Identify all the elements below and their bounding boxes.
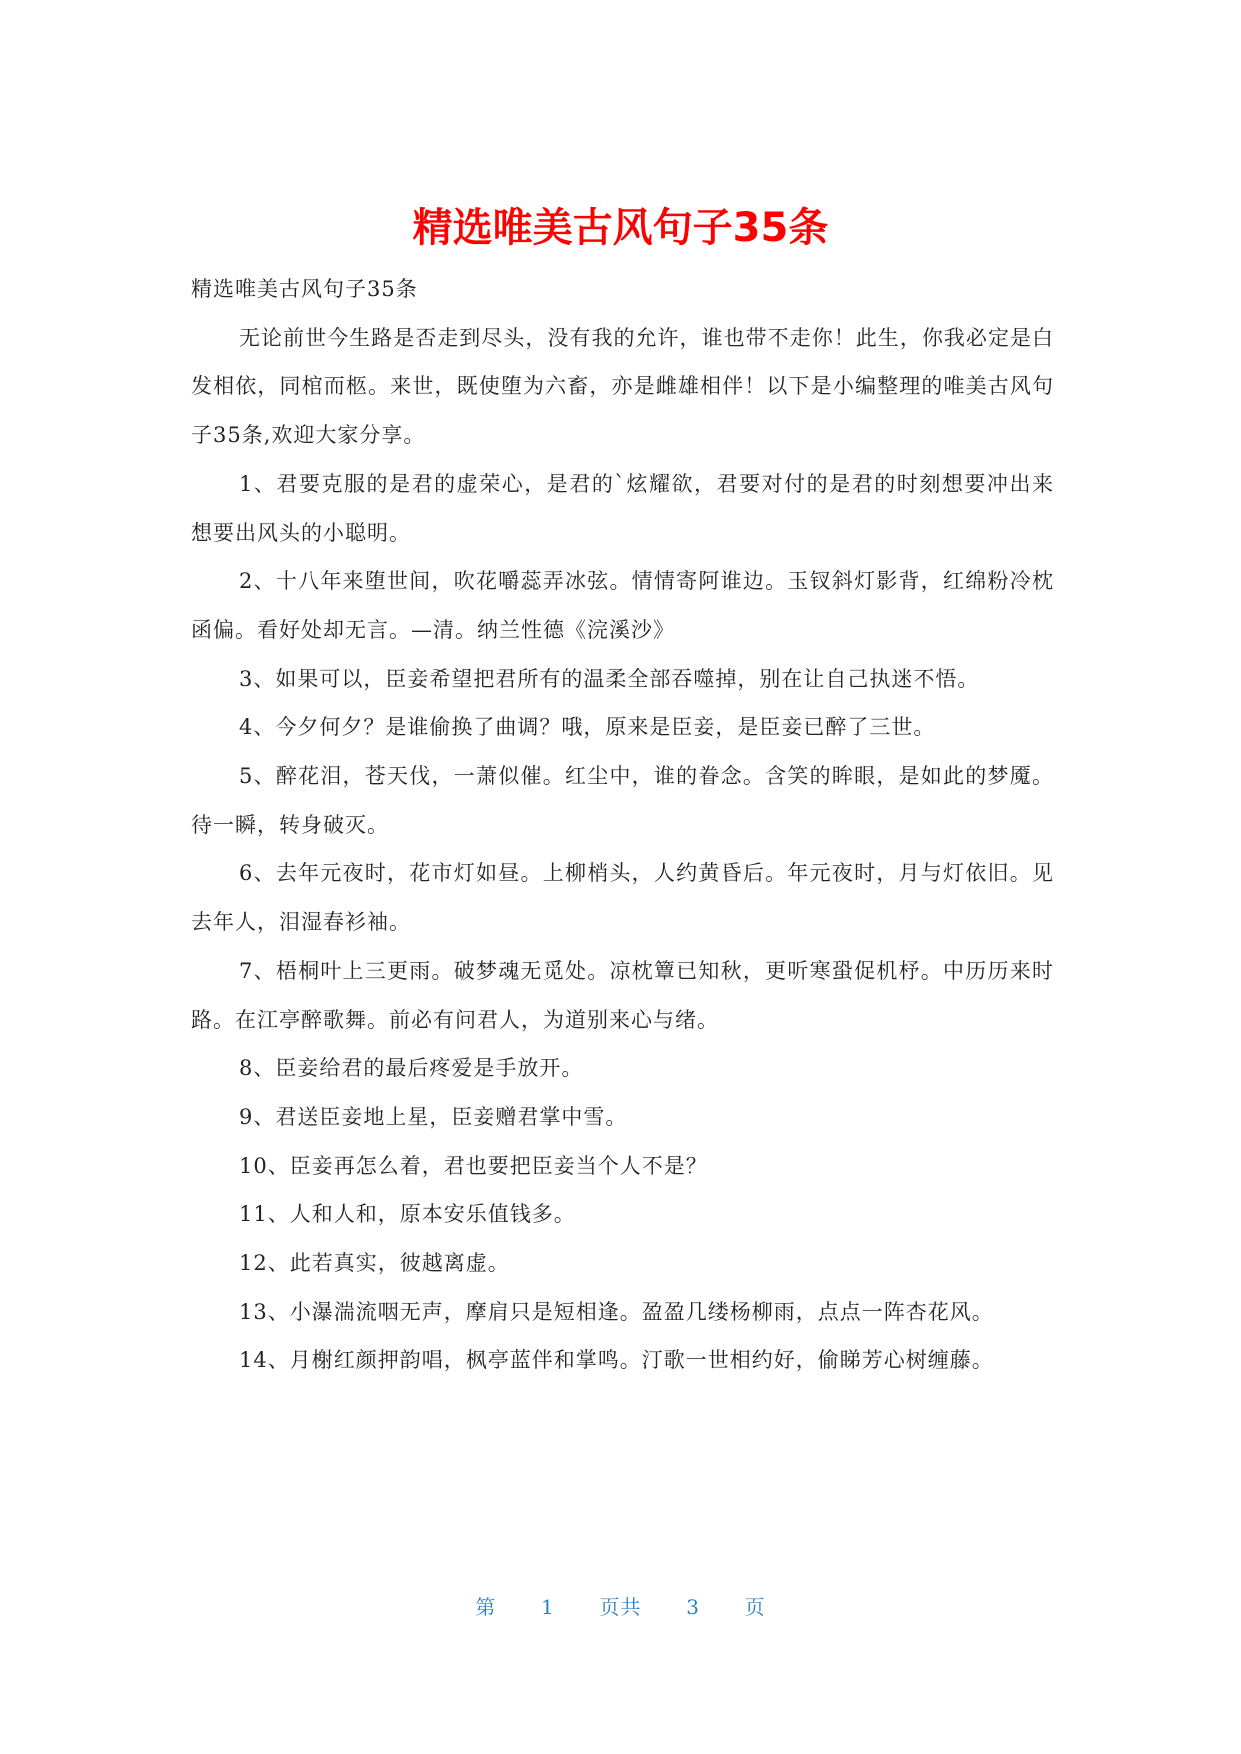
list-item: 5、醉花泪，苍天伐，一萧似催。红尘中，谁的眷念。含笑的眸眼，是如此的梦魇。待一瞬，转身破灭。 [191,764,1054,837]
list-item: 9、君送臣妾地上星，臣妾赠君掌中雪。 [239,1104,628,1129]
list-item: 11、人和人和，原本安乐值钱多。 [239,1202,576,1227]
list-item: 12、此若真实，彼越离虚。 [239,1251,510,1276]
list-item: 7、梧桐叶上三更雨。破梦魂无觅处。凉枕簟已知秋，更听寒蛩促机杼。中历历来时路。在江亭醉歌舞。前必有问君人，为道别来心与绪。 [191,958,1054,1032]
list-item: 13、小瀑湍流咽无声，摩肩只是短相逢。盈盈几缕杨柳雨，点点一阵杏花风。 [239,1299,994,1324]
list-item: 3、如果可以，臣妾希望把君所有的温柔全部吞噬掉，别在让自己执迷不悟。 [239,666,980,691]
list-item: 4、今夕何夕？是谁偷换了曲调？哦，原来是臣妾，是臣妾已醉了三世。 [239,715,936,740]
document-body [191,265,1054,1385]
document-subtitle: 精选唯美古风句子35条 [191,277,418,301]
list-item: 6、去年元夜时，花市灯如昼。上柳梢头，人约黄昏后。年元夜时，月与灯依旧。见去年人，泪湿春衫袖。 [191,861,1054,935]
page-prefix: 第 [475,1595,497,1619]
list-item: 1、君要克服的是君的虚荣心，是君的`炫耀欲，君要对付的是君的时刻想要冲出来想要出风头的小聪明。 [191,471,1054,545]
page-mid-label: 页共 [599,1595,642,1619]
current-page-number: 1 [541,1595,555,1619]
intro-paragraph: 无论前世今生路是否走到尽头，没有我的允许，谁也带不走你！此生，你我必定是白发相依，同棺而柩。来世，既使堕为六畜，亦是雌雄相伴！以下是小编整理的唯美古风句子35条,欢迎大家分享。 [191,325,1054,448]
page-suffix: 页 [744,1595,766,1619]
list-item: 14、月榭红颜押韵唱，枫亭蓝伴和掌鸣。汀歌一世相约好，偷睇芳心树缠藤。 [239,1348,994,1373]
list-item: 2、十八年来堕世间，吹花嚼蕊弄冰弦。情情寄阿谁边。玉钗斜灯影背，红绵粉冷枕函偏。看好处却无言。—清。纳兰性德《浣溪沙》 [191,569,1054,642]
page-footer [0,1592,1241,1622]
list-item: 8、臣妾给君的最后疼爱是手放开。 [239,1056,584,1081]
document-title: 精选唯美古风句子35条 [412,205,829,251]
list-item: 10、臣妾再怎么着，君也要把臣妾当个人不是？ [239,1153,708,1178]
total-pages-number: 3 [686,1595,700,1619]
